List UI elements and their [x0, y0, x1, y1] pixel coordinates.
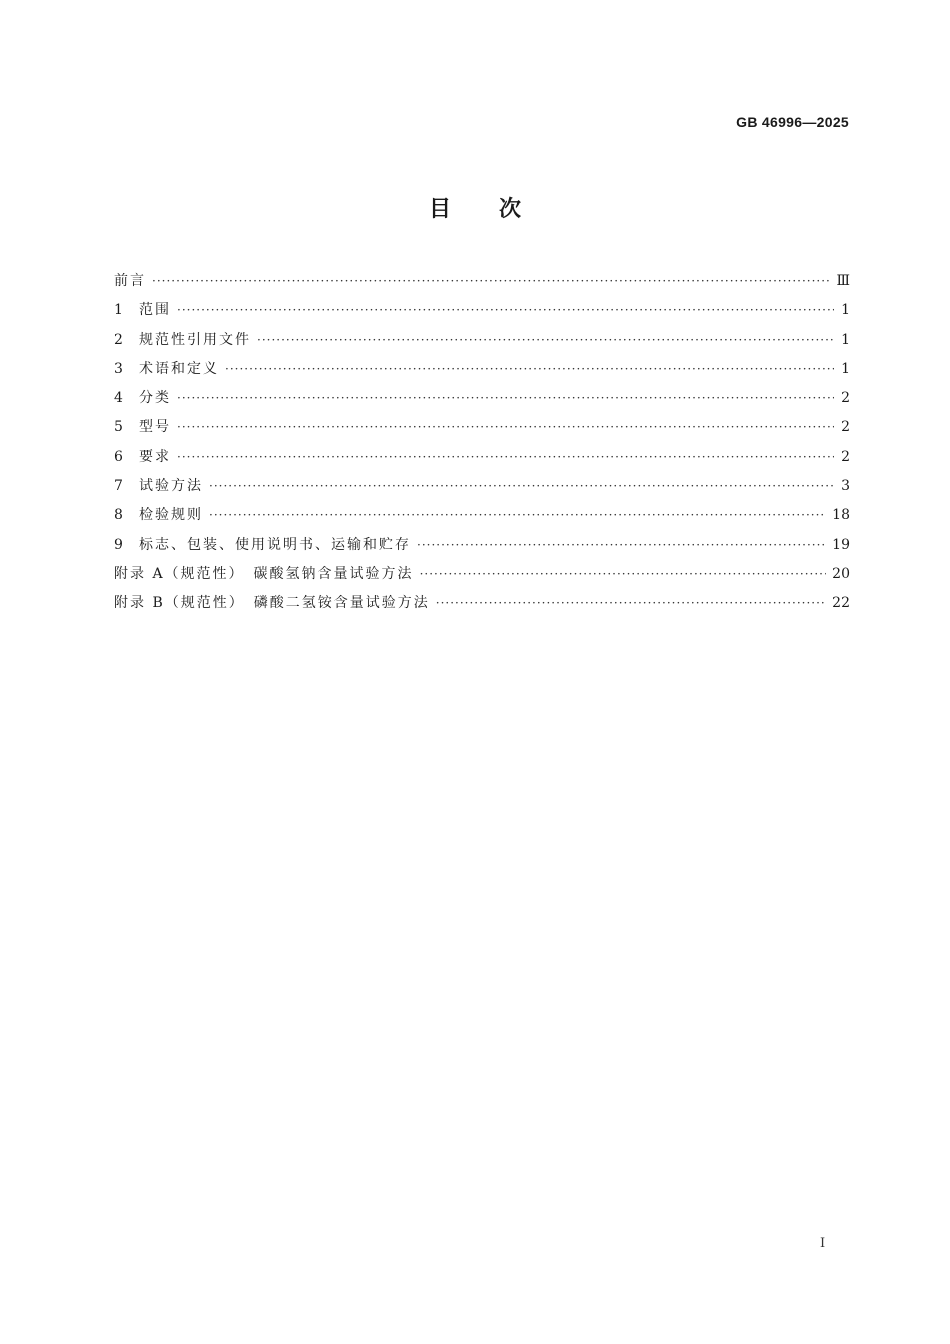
toc-entry-8[interactable]: [114, 504, 850, 533]
toc-entry-page: 3: [841, 478, 850, 495]
toc-leader-dots: [177, 303, 834, 317]
toc-entry-label: 附录 A（规范性） 碳酸氢钠含量试验方法: [114, 565, 414, 582]
toc-entry-6[interactable]: [114, 446, 850, 475]
toc-entry-page: Ⅲ: [836, 273, 850, 289]
toc-entry-9[interactable]: [114, 534, 850, 563]
toc-leader-dots: [152, 274, 830, 288]
toc-entry-4[interactable]: [114, 387, 850, 416]
table-of-contents: [114, 270, 850, 622]
toc-leader-dots: [209, 508, 826, 522]
toc-entry-7[interactable]: [114, 475, 850, 504]
toc-leader-dots: [257, 333, 834, 347]
toc-entry-page: 2: [841, 390, 850, 407]
toc-entry-number: 5: [114, 419, 123, 436]
toc-entry-label: 标志、包装、使用说明书、运输和贮存: [139, 536, 411, 553]
toc-entry-label: 要求: [139, 448, 171, 465]
toc-entry-foreword[interactable]: [114, 270, 850, 299]
toc-entry-3[interactable]: [114, 358, 850, 387]
toc-entry-label: 范围: [139, 302, 171, 319]
toc-entry-page: 19: [832, 536, 850, 553]
toc-leader-dots: [209, 479, 834, 493]
toc-entry-page: 1: [841, 360, 850, 377]
toc-entry-label: 分类: [139, 390, 171, 407]
toc-entry-annex-b[interactable]: [114, 592, 850, 621]
toc-leader-dots: [177, 391, 834, 405]
toc-leader-dots: [177, 420, 834, 434]
toc-entry-number: 7: [114, 478, 123, 495]
toc-entry-number: 4: [114, 390, 123, 407]
toc-leader-dots: [225, 362, 834, 376]
toc-entry-page: 18: [832, 507, 850, 524]
toc-entry-number: 2: [114, 331, 123, 348]
toc-leader-dots: [420, 567, 827, 581]
toc-entry-label: 前言: [114, 273, 146, 289]
toc-entry-number: 3: [114, 360, 123, 377]
toc-leader-dots: [177, 450, 834, 464]
toc-entry-page: 22: [832, 595, 850, 612]
toc-entry-label: 检验规则: [139, 507, 203, 524]
toc-entry-page: 2: [841, 419, 850, 436]
toc-entry-page: 1: [841, 302, 850, 319]
toc-entry-page: 2: [841, 448, 850, 465]
toc-entry-number: 9: [114, 536, 123, 553]
toc-entry-5[interactable]: [114, 416, 850, 445]
toc-leader-dots: [436, 596, 826, 610]
toc-entry-page: 20: [832, 565, 850, 582]
toc-entry-number: 1: [114, 302, 123, 319]
page-title: 目次: [428, 197, 569, 222]
toc-entry-number: 6: [114, 448, 123, 465]
toc-entry-label: 规范性引用文件: [139, 331, 251, 348]
toc-leader-dots: [417, 538, 826, 552]
toc-entry-label: 术语和定义: [139, 360, 219, 377]
toc-entry-1[interactable]: [114, 299, 850, 328]
toc-entry-number: 8: [114, 507, 123, 524]
toc-entry-page: 1: [841, 331, 850, 348]
toc-entry-2[interactable]: [114, 329, 850, 358]
toc-entry-annex-a[interactable]: [114, 563, 850, 592]
toc-entry-label: 试验方法: [139, 478, 203, 495]
page-number: I: [820, 1236, 826, 1251]
standard-code: GB 46996—2025: [736, 114, 849, 130]
toc-entry-label: 型号: [139, 419, 171, 436]
toc-entry-label: 附录 B（规范性） 磷酸二氢铵含量试验方法: [114, 595, 430, 612]
